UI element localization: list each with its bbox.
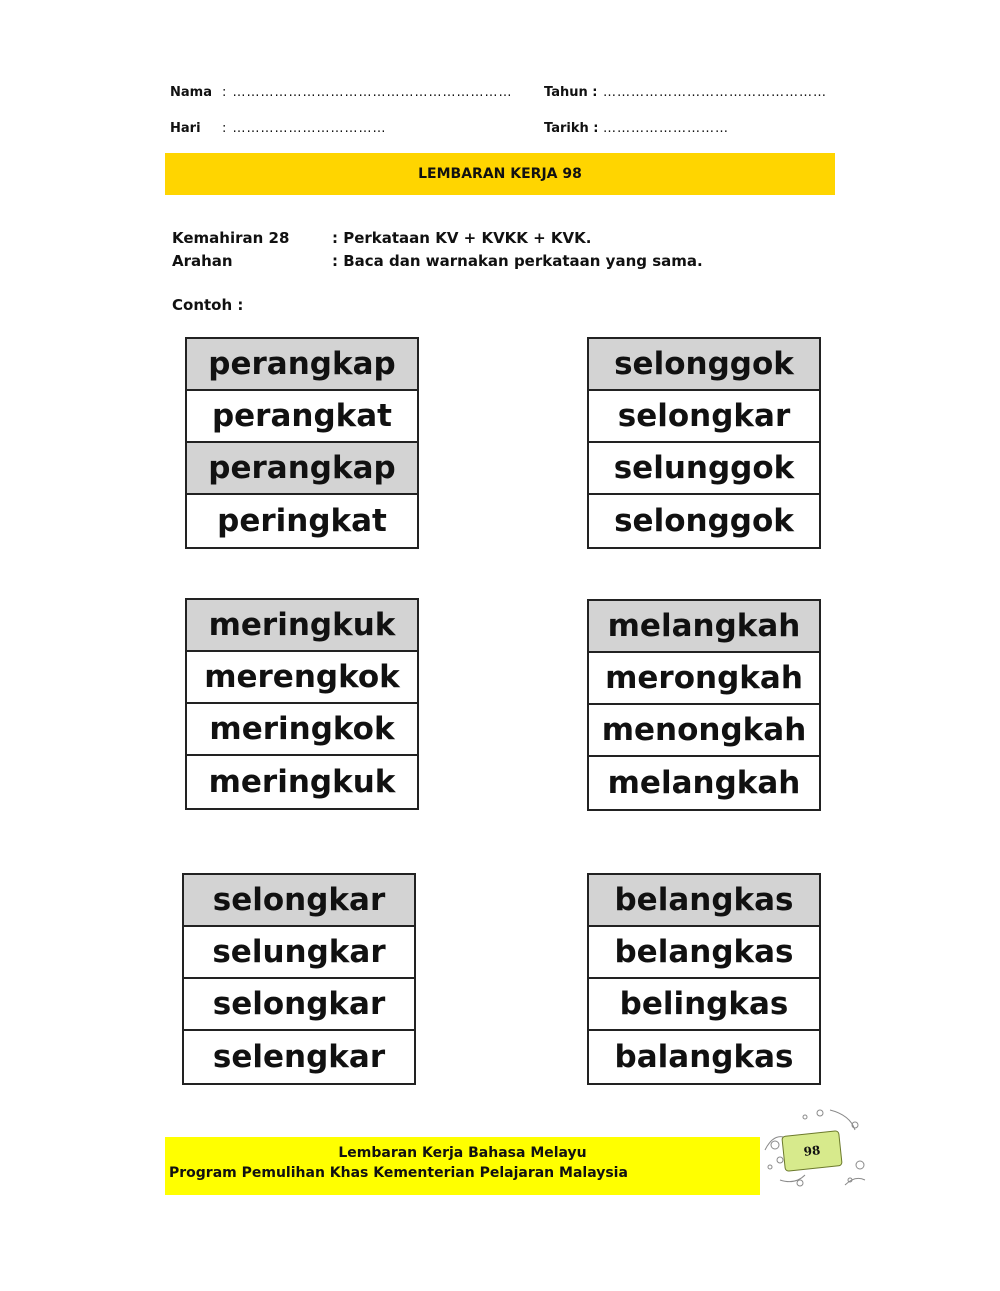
word-cell[interactable]: perangkap [187,339,417,391]
word-box-1 [185,337,419,549]
word-cell[interactable]: selonggok [614,503,794,539]
page-number: 98 [802,1143,822,1159]
word-cell[interactable]: belingkas [589,979,819,1031]
word-box-2 [587,337,821,549]
skill-value: : Perkataan KV + KVKK + KVK. [332,229,592,247]
word-cell[interactable]: merengkok [187,652,417,704]
word-cell[interactable]: selongkar [589,391,819,443]
footer-program: Program Pemulihan Khas Kementerian Pelajaran Malaysia [169,1165,628,1181]
word-cell[interactable]: menongkah [589,705,819,757]
worksheet-title: LEMBARAN KERJA 98 [418,166,582,182]
word-cell[interactable]: selongkar [184,979,414,1031]
worksheet-title-bar [165,153,835,195]
tahun-label: Tahun : [544,85,598,100]
word-cell[interactable]: melangkah [607,765,801,801]
word-box-6 [587,873,821,1085]
word-cell[interactable]: meringkok [187,704,417,756]
word-cell[interactable]: merongkah [589,653,819,705]
tarikh-field[interactable]: ……………………… [603,121,729,136]
word-box-5 [182,873,416,1085]
skill-label: Kemahiran 28 [172,229,290,247]
hari-field[interactable]: : …………………………… [222,121,387,136]
page-number-badge [781,1130,842,1172]
word-cell[interactable]: selonggok [589,339,819,391]
word-cell[interactable]: perangkat [187,391,417,443]
word-cell[interactable]: belangkas [589,875,819,927]
word-cell[interactable]: meringkuk [187,600,417,652]
word-cell[interactable]: meringkuk [208,764,396,800]
hari-label: Hari [170,121,201,136]
word-cell[interactable]: selongkar [184,875,414,927]
word-cell[interactable]: melangkah [589,601,819,653]
word-cell[interactable]: balangkas [614,1039,794,1075]
task-label: Arahan [172,252,233,270]
word-cell[interactable]: selengkar [212,1039,386,1075]
tarikh-label: Tarikh : [544,121,599,136]
word-cell[interactable]: perangkap [187,443,417,495]
tahun-field[interactable]: ………………………………………… [603,85,827,100]
footer-title: Lembaran Kerja Bahasa Melayu [338,1145,587,1161]
word-box-4 [587,599,821,811]
footer-bar [165,1137,760,1195]
word-cell[interactable]: selunggok [589,443,819,495]
nama-label: Nama [170,85,212,100]
example-label: Contoh : [172,296,244,314]
word-box-3 [185,598,419,810]
task-value: : Baca dan warnakan perkataan yang sama. [332,252,703,270]
nama-field[interactable]: : …………………………………………………… [222,85,513,100]
word-cell[interactable]: belangkas [589,927,819,979]
word-cell[interactable]: peringkat [217,503,387,539]
word-cell[interactable]: selungkar [184,927,414,979]
